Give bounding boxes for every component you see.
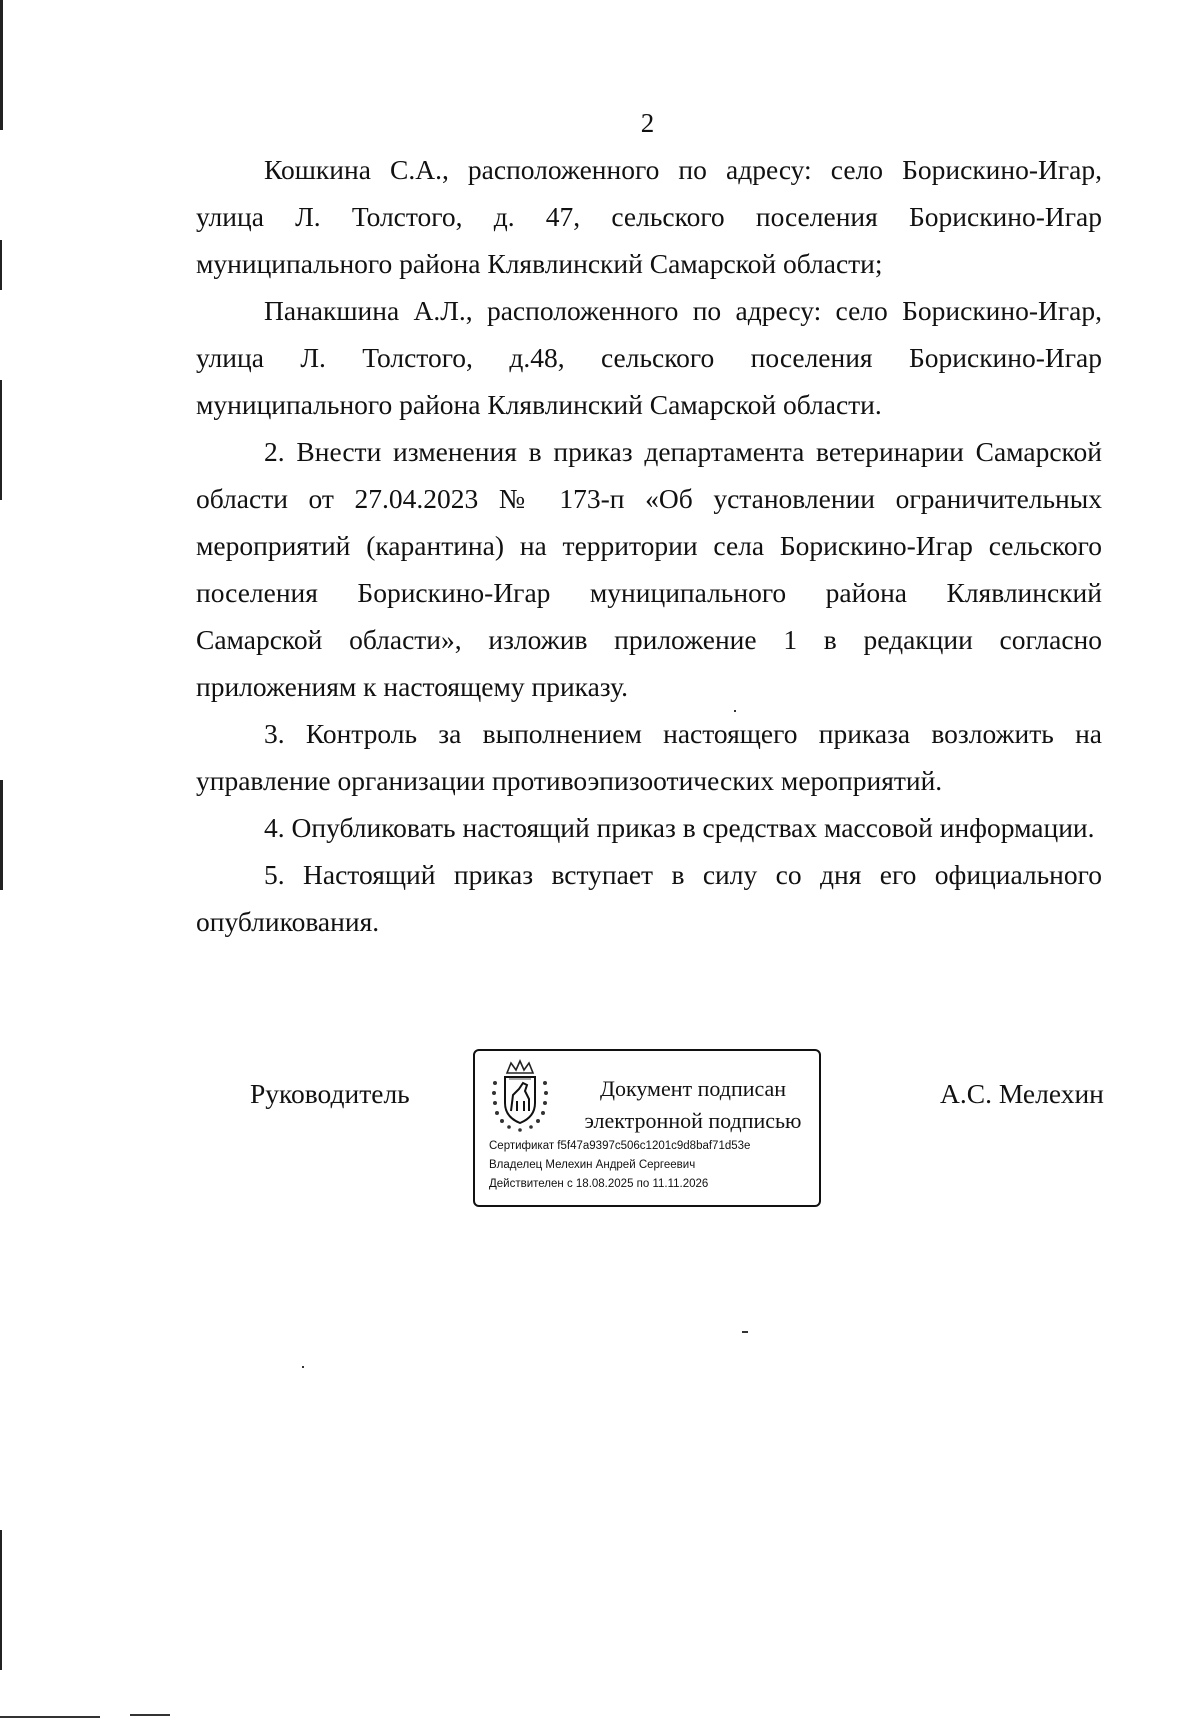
stamp-details [489, 1137, 814, 1194]
scan-speck [130, 1714, 170, 1716]
samara-coat-of-arms-icon [489, 1059, 551, 1133]
stamp-title-line2: электронной подписью [584, 1108, 802, 1133]
scan-edge-mark [0, 380, 2, 500]
paragraph-item-2: 2. Внести изменения в приказ департамента ветеринарии Самарской области от 27.04.2023 № 173-п «Об установлении ограничительных мероприятий (карантина) на территории села Борискино-Игар сельского поселения Борискино-Игар муниципального района Клявлинский Самарской области», изложив приложение 1 в редакции согласно приложениям к настоящему приказу. [196, 436, 1102, 702]
paragraph-panakshin: Панакшина А.Л., расположенного по адресу: село Борискино-Игар, улица Л. Толстого, д.48, сельского поселения Борискино-Игар муниципального района Клявлинский Самарской области. [196, 295, 1102, 420]
paragraph-item-5: 5. Настоящий приказ вступает в силу со дня его официального опубликования. [196, 859, 1102, 937]
page-number: 2 [640, 108, 655, 138]
scan-edge-mark [0, 240, 2, 290]
scan-speck [734, 710, 736, 712]
scan-speck [302, 1366, 304, 1368]
scan-edge-mark [0, 1530, 2, 1670]
scan-speck [742, 1331, 748, 1333]
scan-speck [0, 1716, 100, 1718]
paragraph-item-4: 4. Опубликовать настоящий приказ в средствах массовой информации. [264, 812, 1095, 843]
stamp-title [573, 1073, 813, 1137]
signatory-name: А.С. Мелехин [940, 1078, 1104, 1109]
signatory-role: Руководитель [250, 1078, 410, 1109]
scan-edge-mark [0, 780, 3, 890]
electronic-signature-stamp [473, 1049, 821, 1207]
paragraph-item-3: 3. Контроль за выполнением настоящего приказа возложить на управление организации противоэпизоотических мероприятий. [196, 718, 1102, 796]
stamp-certificate: Сертификат f5f47a9397c506c1201c9d8baf71d53e [489, 1140, 751, 1152]
stamp-validity: Действителен с 18.08.2025 по 11.11.2026 [489, 1178, 709, 1190]
body-text [196, 146, 1102, 945]
stamp-title-line1: Документ подписан [599, 1076, 787, 1101]
stamp-owner: Владелец Мелехин Андрей Сергеевич [489, 1159, 696, 1171]
paragraph-koshkin: Кошкина С.А., расположенного по адресу: село Борискино-Игар, улица Л. Толстого, д. 47, сельского поселения Борискино-Игар муниципального района Клявлинский Самарской области; [196, 154, 1102, 279]
